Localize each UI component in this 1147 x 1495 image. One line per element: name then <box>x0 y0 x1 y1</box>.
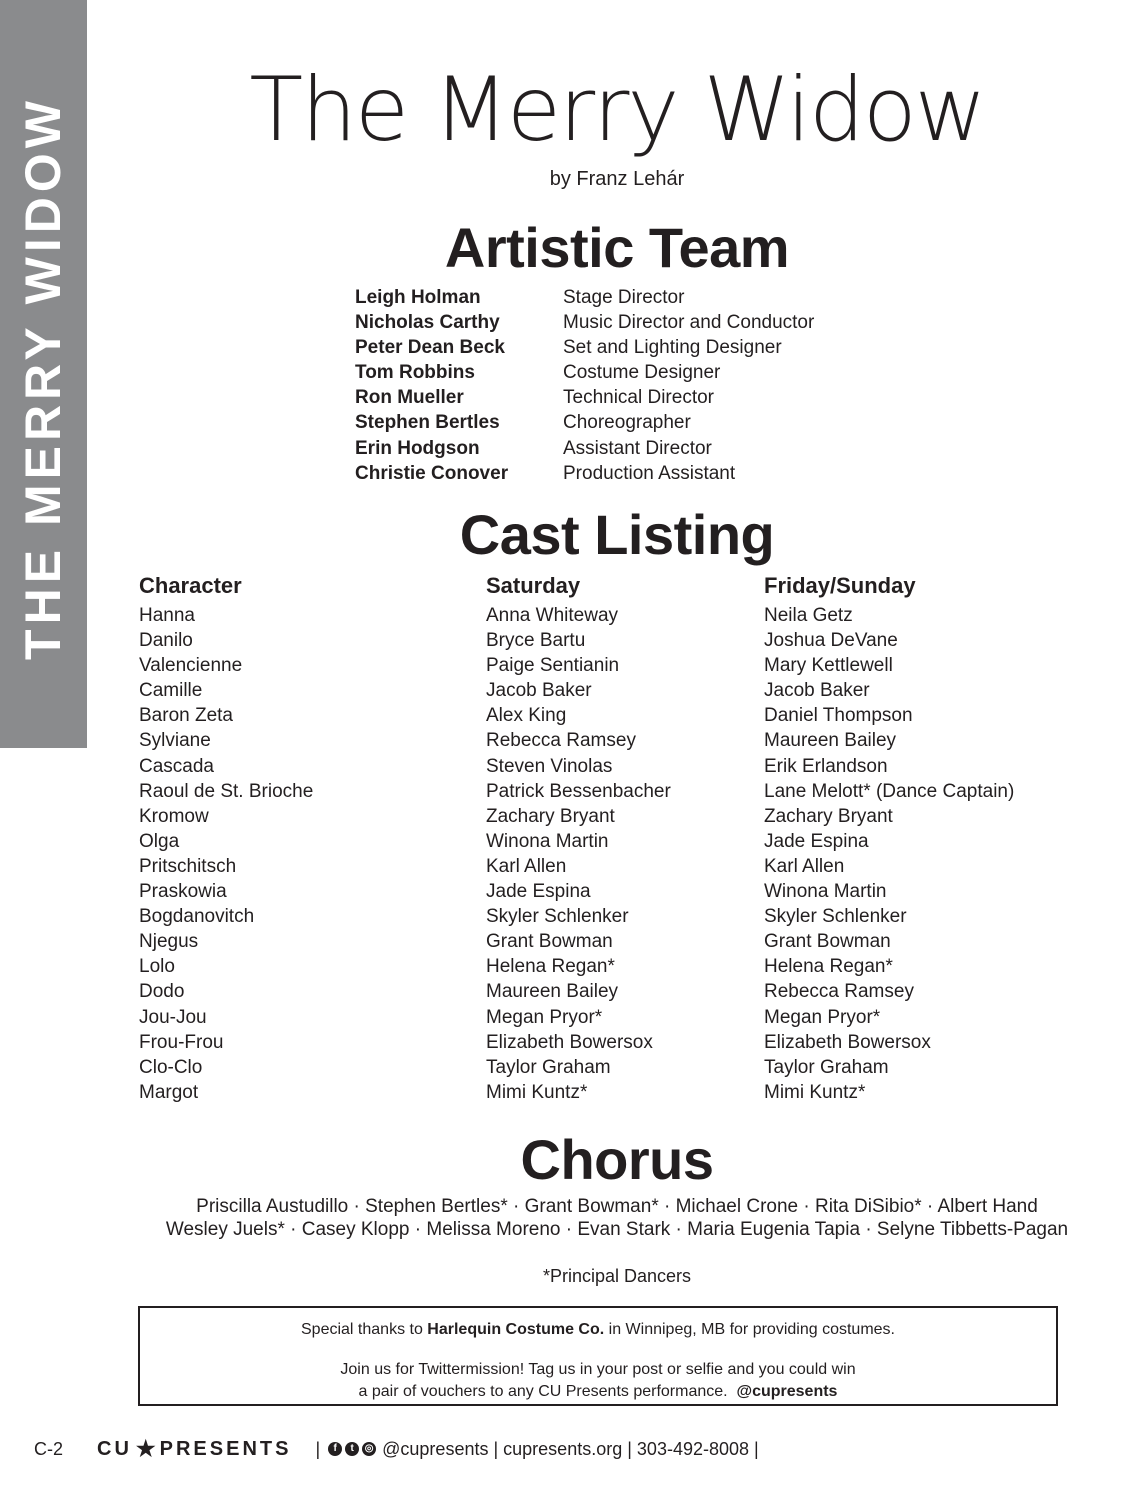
team-row <box>355 360 814 385</box>
team-member-role: Set and Lighting Designer <box>563 337 782 359</box>
character-name: Lolo <box>139 956 175 978</box>
performer-name: Rebecca Ramsey <box>764 981 914 1003</box>
performer-name: Helena Regan* <box>486 956 615 978</box>
page-subtitle: by Franz Lehár <box>549 168 685 190</box>
chorus-members-line2: Wesley Juels* · Casey Klopp · Melissa Moreno · Evan Stark · Maria Eugenia Tapia · Selyne Tibbetts-Pagan <box>165 1219 1069 1240</box>
performer-name: Daniel Thompson <box>764 705 913 727</box>
character-name: Clo-Clo <box>139 1056 203 1078</box>
thanks-suffix: in Winnipeg, MB for providing costumes. <box>604 1321 895 1338</box>
performer-name: Rebecca Ramsey <box>486 730 636 752</box>
artistic-team-heading: Artistic Team <box>444 216 790 279</box>
character-name: Njegus <box>139 931 199 953</box>
cast-column-character <box>139 573 313 1105</box>
column-header: Saturday <box>486 573 581 598</box>
performer-name: Steven Vinolas <box>486 755 613 777</box>
character-name: Raoul de St. Brioche <box>139 780 314 802</box>
team-member-name: Leigh Holman <box>355 287 481 308</box>
character-name: Camille <box>139 680 203 702</box>
performer-name: Erik Erlandson <box>764 755 888 777</box>
team-row <box>355 335 814 360</box>
character-name: Praskowia <box>139 881 227 903</box>
team-row <box>355 410 814 435</box>
cast-column-friday-sunday <box>764 573 1014 1105</box>
side-tab-text: THE MERRY WIDOW <box>15 96 71 660</box>
performer-name: Jacob Baker <box>486 680 592 702</box>
column-header: Character <box>139 573 242 598</box>
thanks-line <box>140 1321 1056 1339</box>
performer-name: Joshua DeVane <box>764 630 898 652</box>
page-number: C-2 <box>34 1438 64 1459</box>
footer-separator: | <box>315 1438 321 1459</box>
team-member-name: Nicholas Carthy <box>355 312 500 334</box>
performer-name: Zachary Bryant <box>764 805 893 827</box>
performer-name: Karl Allen <box>486 855 567 877</box>
performer-name: Zachary Bryant <box>486 805 615 827</box>
performer-name: Skyler Schlenker <box>486 906 629 928</box>
team-member-name: Stephen Bertles <box>355 412 500 434</box>
star-icon: ★ <box>135 1436 156 1461</box>
vouchers-line <box>140 1383 1056 1401</box>
performer-name: Taylor Graham <box>486 1056 611 1078</box>
performer-name: Jade Espina <box>486 881 591 903</box>
character-name: Dodo <box>139 981 185 1003</box>
team-row <box>355 285 814 310</box>
performer-name: Jade Espina <box>764 830 869 852</box>
team-member-role: Assistant Director <box>563 437 712 459</box>
chorus-members-line1: Priscilla Austudillo · Stephen Bertles* · Grant Bowman* · Michael Crone · Rita DiSibio* · Albert Hand <box>196 1196 1038 1217</box>
performer-name: Helena Regan* <box>764 956 893 978</box>
performer-name: Anna Whiteway <box>486 605 619 626</box>
team-row <box>355 385 814 410</box>
performer-name: Patrick Bessenbacher <box>486 780 671 802</box>
performer-name: Mimi Kuntz* <box>486 1081 588 1103</box>
character-name: Pritschitsch <box>139 855 237 877</box>
character-name: Cascada <box>139 755 214 777</box>
team-row <box>355 310 814 335</box>
team-member-name: Peter Dean Beck <box>355 337 505 359</box>
performer-name: Paige Sentianin <box>486 655 620 677</box>
character-name: Frou-Frou <box>139 1031 224 1053</box>
instagram-icon[interactable]: ◎ <box>362 1442 376 1456</box>
team-member-role: Production Assistant <box>563 462 736 484</box>
team-member-name: Ron Mueller <box>355 387 464 409</box>
performer-name: Karl Allen <box>764 855 845 877</box>
footer-separator: | <box>493 1438 499 1459</box>
website-link[interactable]: cupresents.org <box>503 1438 623 1459</box>
character-name: Hanna <box>139 605 195 626</box>
character-name: Jou-Jou <box>139 1006 207 1028</box>
character-name: Valencienne <box>139 655 243 677</box>
cast-listing-heading: Cast Listing <box>459 503 775 566</box>
team-row <box>355 461 814 486</box>
performer-name: Skyler Schlenker <box>764 906 907 928</box>
performer-name: Megan Pryor* <box>486 1006 603 1028</box>
performer-name: Lane Melott* (Dance Captain) <box>764 780 1015 802</box>
team-row <box>355 436 814 461</box>
team-member-role: Choreographer <box>563 412 691 434</box>
performer-name: Elizabeth Bowersox <box>486 1031 653 1053</box>
facebook-icon[interactable]: f <box>328 1442 342 1456</box>
team-member-name: Tom Robbins <box>355 362 475 384</box>
phone-number[interactable]: 303-492-8008 <box>636 1438 750 1459</box>
character-name: Bogdanovitch <box>139 906 255 928</box>
side-tab <box>0 0 87 748</box>
performer-name: Grant Bowman <box>486 931 613 953</box>
social-handle[interactable]: @cupresents <box>382 1438 489 1459</box>
cast-column-saturday <box>486 573 671 1105</box>
performer-name: Bryce Bartu <box>486 630 586 652</box>
character-name: Kromow <box>139 805 209 827</box>
performer-name: Alex King <box>486 705 567 727</box>
page-title: The Merry Widow <box>249 58 985 161</box>
principal-dancers-note: *Principal Dancers <box>542 1266 692 1286</box>
cu-presents-logo <box>97 1436 291 1462</box>
social-icons <box>328 1442 376 1456</box>
vouchers-text: a pair of vouchers to any CU Presents performance. <box>358 1383 737 1400</box>
performer-name: Maureen Bailey <box>486 981 619 1003</box>
footer-separator: | <box>754 1438 759 1459</box>
character-name: Olga <box>139 830 180 852</box>
chorus-heading: Chorus <box>520 1128 714 1191</box>
team-member-role: Music Director and Conductor <box>563 312 815 334</box>
page-footer <box>34 1437 764 1461</box>
character-name: Margot <box>139 1081 199 1103</box>
twittermission-line: Join us for Twittermission! Tag us in your post or selfie and you could win <box>340 1361 856 1378</box>
performer-name: Megan Pryor* <box>764 1006 881 1028</box>
team-member-role: Stage Director <box>563 287 685 308</box>
cupresents-handle: @cupresents <box>736 1383 838 1400</box>
performer-name: Mary Kettlewell <box>764 655 893 677</box>
character-name: Sylviane <box>139 730 211 752</box>
performer-name: Winona Martin <box>764 881 887 903</box>
team-member-role: Costume Designer <box>563 362 721 384</box>
logo-cu: CU <box>97 1437 132 1460</box>
logo-presents: PRESENTS <box>159 1437 292 1460</box>
performer-name: Taylor Graham <box>764 1056 889 1078</box>
performer-name: Grant Bowman <box>764 931 891 953</box>
performer-name: Mimi Kuntz* <box>764 1081 866 1103</box>
performer-name: Maureen Bailey <box>764 730 897 752</box>
twitter-icon[interactable]: t <box>345 1442 359 1456</box>
performer-name: Elizabeth Bowersox <box>764 1031 931 1053</box>
footer-separator: | <box>627 1438 632 1459</box>
character-name: Danilo <box>139 630 193 652</box>
column-header: Friday/Sunday <box>764 573 916 598</box>
performer-name: Jacob Baker <box>764 680 870 702</box>
sponsor-name: Harlequin Costume Co. <box>427 1321 605 1338</box>
special-thanks-box <box>138 1306 1058 1406</box>
performer-name: Neila Getz <box>764 605 853 626</box>
thanks-prefix: Special thanks to <box>301 1321 428 1338</box>
performer-name: Winona Martin <box>486 830 609 852</box>
character-name: Baron Zeta <box>139 705 233 727</box>
team-member-role: Technical Director <box>563 387 714 409</box>
artistic-team-list <box>355 285 814 486</box>
team-member-name: Erin Hodgson <box>355 437 480 459</box>
team-member-name: Christie Conover <box>355 462 509 484</box>
